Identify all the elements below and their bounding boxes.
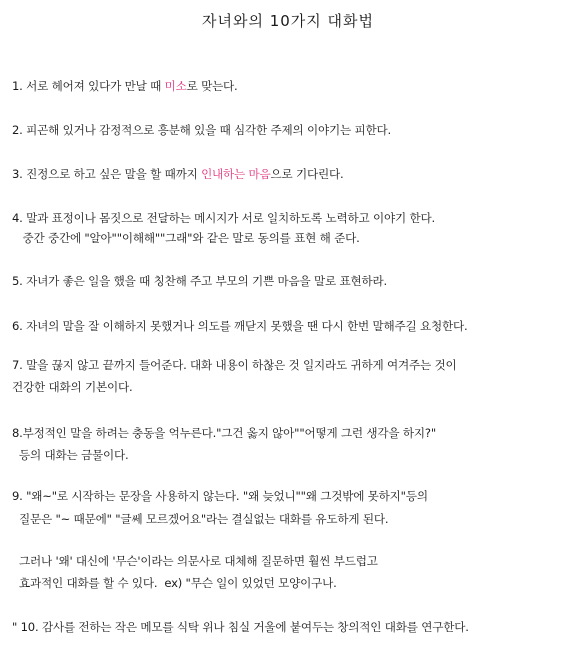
item-8-line-1: 8.부정적인 말을 하려는 충동을 억누른다."그건 옳지 않아""어떻게 그런 생각을 하지?" <box>12 426 436 440</box>
item-1-text-b: 로 맞는다. <box>186 79 238 93</box>
item-4-line-2: 중간 중간에 "알아""이해해""그래"와 같은 말로 동의를 표현 해 준다. <box>12 231 360 245</box>
item-8-line-2: 등의 대화는 금물이다. <box>12 448 129 462</box>
item-2: 2. 피곤해 있거나 감정적으로 흥분해 있을 때 심각한 주제의 이야기는 피한다. <box>12 123 391 137</box>
item-1-highlight: 미소 <box>164 79 187 93</box>
item-6: 6. 자녀의 말을 잘 이해하지 못했거나 의도를 깨닫지 못했을 땐 다시 한번 말해주길 요청한다. <box>12 319 468 333</box>
item-3-text-b: 으로 기다린다. <box>270 167 344 181</box>
item-3-text-a: 3. 진정으로 하고 싶은 말을 할 때까지 <box>12 167 202 181</box>
item-7-line-1: 7. 말을 끊지 않고 끝까지 들어준다. 대화 내용이 하찮은 것 일지라도 귀하게 여겨주는 것이 <box>12 358 457 372</box>
item-3 <box>12 166 344 182</box>
item-9-line-4: 효과적인 대화를 할 수 있다. ex) "무슨 일이 있었던 모양이구나. <box>12 576 337 590</box>
item-7-line-2: 건강한 대화의 기본이다. <box>12 380 133 394</box>
item-1 <box>12 78 238 94</box>
item-5: 5. 자녀가 좋은 일을 했을 때 칭찬해 주고 부모의 기쁜 마음을 말로 표현하라. <box>12 274 387 288</box>
item-9-line-2: 질문은 "~ 때문에" "글쎄 모르겠어요"라는 결실없는 대화를 유도하게 된다. <box>12 512 389 526</box>
item-9-line-3: 그러나 '왜' 대신에 '무슨'이라는 의문사로 대체해 질문하면 훨씬 부드럽고 <box>12 554 378 568</box>
page-title: 자녀와의 10가지 대화법 <box>201 12 375 30</box>
item-3-highlight: 인내하는 마음 <box>201 167 271 181</box>
item-10: " 10. 감사를 전하는 작은 메모를 식탁 위나 침실 거울에 붙여두는 창의적인 대화를 연구한다. <box>12 620 469 634</box>
item-1-text-a: 1. 서로 헤어져 있다가 만날 때 <box>12 79 165 93</box>
item-9-line-1: 9. "왜~"로 시작하는 문장을 사용하지 않는다. "왜 늦었니""왜 그것밖에 못하지"등의 <box>12 489 428 503</box>
item-4-line-1: 4. 말과 표정이나 몸짓으로 전달하는 메시지가 서로 일치하도록 노력하고 이야기 한다. <box>12 211 435 225</box>
